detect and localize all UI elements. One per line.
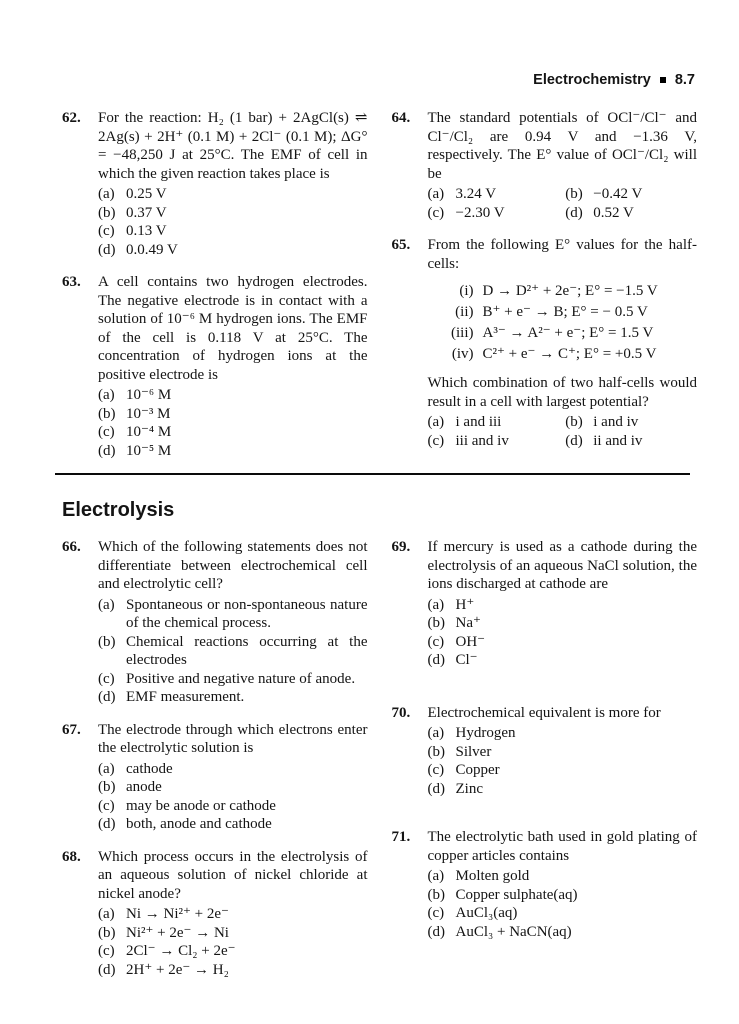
option-text: AuCl₃ + NaCN(aq)	[455, 923, 572, 940]
option-row	[565, 185, 697, 204]
option-text: Zinc	[455, 780, 483, 797]
option-row	[565, 204, 697, 223]
option-row	[428, 413, 560, 432]
option-row	[565, 432, 697, 451]
options-list	[98, 596, 368, 707]
question-63	[62, 273, 368, 460]
option-label: (c)	[427, 905, 445, 921]
option-label: (b)	[98, 633, 116, 650]
option-text: 0.52 V	[593, 204, 634, 221]
question-number: 70.	[391, 704, 411, 721]
option-text: Molten gold	[455, 868, 530, 884]
question-68	[62, 848, 368, 980]
half-cell-equation: D → D²⁺ + 2e⁻; E° = −1.5 V	[482, 283, 658, 299]
option-text: −2.30 V	[455, 204, 505, 221]
question-64	[392, 109, 698, 222]
questions-block-bottom	[0, 538, 739, 979]
left-column	[62, 538, 368, 979]
option-row	[428, 724, 698, 743]
option-text: i and iv	[593, 414, 639, 430]
question-text: The electrode through which electrons enter the electrolytic solution is	[98, 721, 368, 756]
option-row	[98, 961, 368, 980]
question-number: 71.	[391, 829, 411, 845]
half-cell-row	[434, 344, 698, 365]
square-bullet-icon	[660, 77, 666, 83]
option-label: (a)	[98, 186, 115, 202]
options-list	[98, 185, 368, 259]
option-text: Silver	[455, 743, 492, 760]
half-cell-equation: C²⁺ + e⁻ → C⁺; E° = +0.5 V	[482, 346, 657, 362]
question-text: The standard potentials of OCl⁻/Cl⁻ and Cl⁻/Cl₂ are 0.94 V and −1.36 V, respectively. The E° value of OCl⁻/Cl₂ will be	[427, 110, 697, 182]
option-label: (b)	[98, 204, 116, 221]
option-row	[98, 815, 368, 834]
option-text: both, anode and cathode	[126, 816, 272, 832]
option-row	[428, 923, 698, 942]
option-label: (c)	[427, 633, 445, 650]
question-text: For the reaction: H₂ (1 bar) + 2AgCl(s) ⇌ 2Ag(s) + 2H⁺ (0.1 M) + 2Cl⁻ (0.1 M); ΔG° = −48,250 J at 25°C. The EMF of cell in which the given reaction takes place is	[98, 110, 368, 182]
option-row	[98, 905, 368, 924]
option-row	[428, 904, 698, 923]
option-row	[428, 204, 560, 223]
option-text: Ni → Ni²⁺ + 2e⁻	[126, 906, 229, 922]
option-label: (d)	[98, 241, 116, 258]
option-text: Copper	[455, 762, 500, 778]
option-row	[428, 614, 698, 633]
option-label: (b)	[427, 615, 445, 631]
question-65	[392, 236, 698, 450]
option-text: H⁺	[455, 596, 475, 613]
option-text: −0.42 V	[593, 186, 643, 202]
option-label: (c)	[427, 432, 445, 449]
options-list	[428, 596, 698, 670]
half-cell-label: (iii)	[451, 325, 474, 341]
section-divider	[55, 473, 690, 475]
option-label: (b)	[98, 779, 116, 795]
options-list	[428, 724, 698, 798]
option-text: 10⁻⁵ M	[126, 442, 172, 459]
question-text: A cell contains two hydrogen electrodes. The negative electrode is in contact with a solution of 10⁻⁶ M hydrogen ions. The EMF of the cell is 0.118 V at 25°C. The concentration of hydrogen ions at the positive electrode is	[98, 274, 368, 383]
option-text: 0.13 V	[126, 223, 167, 239]
option-text: iii and iv	[455, 432, 509, 449]
option-text: Copper sulphate(aq)	[455, 886, 578, 903]
option-text: 10⁻⁴ M	[126, 424, 172, 440]
option-label: (a)	[427, 414, 445, 430]
option-row	[98, 442, 368, 461]
question-number: 68.	[62, 848, 81, 865]
question-text: From the following E° values for the half-cells:	[427, 237, 697, 272]
question-text: Which of the following statements does not differentiate between electrochemical cell and electrolytic cell?	[98, 539, 368, 592]
half-cell-label: (i)	[459, 283, 474, 299]
option-row	[98, 222, 368, 241]
option-label: (c)	[98, 223, 115, 239]
option-row	[428, 185, 560, 204]
option-text: 2H⁺ + 2e⁻ → H₂	[126, 961, 229, 978]
option-row	[428, 651, 698, 670]
option-text: Spontaneous or non-spontaneous nature of the chemical process.	[126, 596, 368, 631]
option-text: OH⁻	[455, 633, 486, 650]
option-text: 3.24 V	[455, 186, 497, 202]
option-text: 0.25 V	[126, 186, 167, 202]
option-text: Hydrogen	[455, 725, 516, 741]
option-label: (c)	[98, 670, 115, 687]
left-column	[62, 109, 368, 460]
section-heading: Electrolysis	[62, 499, 175, 521]
option-row	[98, 924, 368, 943]
chapter-title: Electrochemistry	[533, 72, 651, 88]
option-label: (d)	[98, 689, 116, 705]
question-number: 69.	[391, 539, 411, 555]
half-cell-equation: B⁺ + e⁻ → B; E° = − 0.5 V	[482, 304, 648, 320]
question-text: If mercury is used as a cathode during the electrolysis of an aqueous NaCl solution, the ions discharged at cathode are	[427, 539, 697, 592]
option-label: (c)	[98, 797, 115, 814]
option-label: (d)	[98, 961, 116, 978]
options-list	[98, 905, 368, 979]
option-text: anode	[126, 779, 162, 795]
question-number: 63.	[62, 274, 81, 290]
option-row	[428, 596, 698, 615]
option-row	[428, 780, 698, 799]
option-label: (b)	[98, 924, 116, 941]
question-number: 64.	[391, 110, 411, 126]
option-text: Positive and negative nature of anode.	[126, 670, 356, 687]
half-cell-row	[434, 281, 698, 302]
right-column	[392, 109, 698, 460]
option-row	[98, 688, 368, 707]
half-cell-list	[434, 281, 698, 365]
option-label: (c)	[98, 424, 115, 440]
option-label: (a)	[427, 186, 445, 202]
option-label: (c)	[98, 943, 115, 959]
option-label: (d)	[565, 432, 583, 449]
question-number: 62.	[62, 110, 81, 126]
right-column	[392, 538, 698, 979]
option-label: (d)	[565, 204, 583, 221]
question-number: 67.	[62, 721, 81, 738]
option-row	[98, 423, 368, 442]
question-text: Which process occurs in the electrolysis of an aqueous solution of nickel chloride at nickel anode?	[98, 848, 368, 902]
half-cell-row	[434, 302, 698, 323]
option-row	[98, 778, 368, 797]
options-grid	[428, 413, 698, 450]
page-header	[0, 0, 739, 88]
option-label: (b)	[565, 414, 583, 430]
option-label: (a)	[98, 596, 115, 613]
question-text: The electrolytic bath used in gold plating of copper articles contains	[427, 829, 697, 864]
option-row	[565, 413, 697, 432]
question-number: 65.	[391, 237, 411, 253]
option-text: 10⁻⁶ M	[126, 387, 172, 403]
option-label: (a)	[427, 868, 445, 884]
option-label: (b)	[427, 743, 445, 760]
option-text: 10⁻³ M	[126, 405, 171, 422]
option-text: 0.37 V	[126, 204, 167, 221]
option-text: AuCl₃(aq)	[455, 905, 518, 921]
option-label: (b)	[565, 186, 583, 202]
option-label: (b)	[98, 405, 116, 422]
option-text: 2Cl⁻ → Cl₂ + 2e⁻	[126, 943, 236, 959]
option-text: ii and iv	[593, 432, 643, 449]
option-text: cathode	[126, 760, 173, 777]
question-71	[392, 828, 698, 941]
option-row	[98, 670, 368, 689]
option-label: (b)	[427, 886, 445, 903]
option-text: Na⁺	[455, 615, 481, 631]
options-list	[98, 760, 368, 834]
option-row	[98, 386, 368, 405]
option-row	[98, 405, 368, 424]
option-row	[98, 760, 368, 779]
option-row	[98, 241, 368, 260]
options-list	[98, 386, 368, 460]
questions-block-top	[0, 109, 739, 460]
option-label: (a)	[98, 760, 115, 777]
option-row	[98, 942, 368, 961]
option-row	[98, 596, 368, 633]
option-row	[98, 797, 368, 816]
option-label: (c)	[427, 762, 445, 778]
option-row	[428, 743, 698, 762]
option-text: Chemical reactions occurring at the electrodes	[126, 633, 368, 668]
option-text: Cl⁻	[455, 652, 478, 668]
option-row	[98, 633, 368, 670]
question-text: Electrochemical equivalent is more for	[427, 704, 661, 721]
question-67	[62, 721, 368, 834]
question-69	[392, 538, 698, 670]
question-number: 66.	[62, 539, 81, 555]
half-cell-equation: A³⁻ → A²⁻ + e⁻; E° = 1.5 V	[482, 325, 654, 341]
question-62	[62, 109, 368, 259]
half-cell-label: (iv)	[451, 346, 474, 362]
option-label: (a)	[98, 906, 115, 922]
options-grid	[428, 185, 698, 222]
option-text: Ni²⁺ + 2e⁻ → Ni	[126, 924, 229, 941]
option-row	[428, 432, 560, 451]
option-row	[428, 761, 698, 780]
option-label: (d)	[427, 923, 445, 940]
option-row	[428, 886, 698, 905]
option-label: (d)	[427, 780, 445, 797]
question-70	[392, 704, 698, 799]
option-text: 0.0.49 V	[126, 241, 178, 258]
question-66	[62, 538, 368, 707]
option-label: (c)	[427, 204, 445, 221]
option-label: (d)	[98, 816, 116, 832]
option-row	[428, 633, 698, 652]
option-text: may be anode or cathode	[126, 797, 276, 814]
option-label: (a)	[427, 725, 445, 741]
option-row	[98, 204, 368, 223]
option-label: (a)	[427, 596, 445, 613]
half-cell-row	[434, 323, 698, 344]
option-label: (d)	[427, 652, 445, 668]
option-label: (d)	[98, 442, 116, 459]
question-text-continued: Which combination of two half-cells would result in a cell with largest potential?	[427, 375, 697, 410]
option-row	[98, 185, 368, 204]
option-label: (a)	[98, 387, 115, 403]
options-list	[428, 867, 698, 941]
option-text: i and iii	[455, 414, 502, 430]
half-cell-label: (ii)	[455, 304, 474, 320]
option-row	[428, 867, 698, 886]
page-number: 8.7	[674, 72, 695, 88]
option-text: EMF measurement.	[126, 689, 245, 705]
